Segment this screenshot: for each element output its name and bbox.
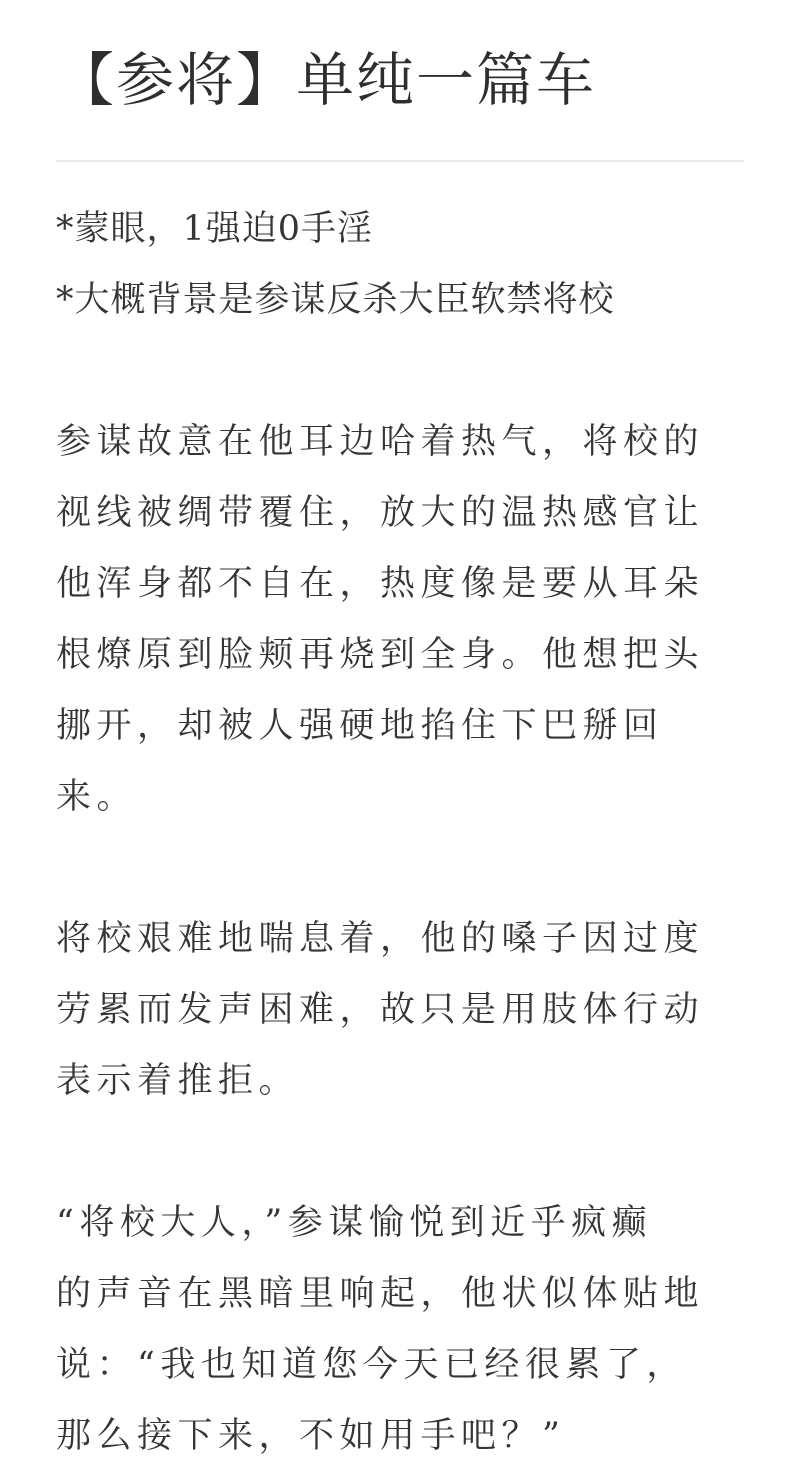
paragraph — [56, 904, 716, 1117]
title-divider — [56, 160, 744, 162]
paragraph-gap — [56, 833, 716, 904]
paragraph-line: 视线被绸带覆住，放大的温热感官让 — [56, 493, 705, 533]
paragraph-line: 那么接下来，不如用手吧？” — [56, 1416, 566, 1456]
paragraph — [56, 1188, 716, 1472]
paragraph-line: “将校大人，”参谋愉悦到近乎疯癫 — [56, 1203, 653, 1243]
paragraph-line: 参谋故意在他耳边哈着热气，将校的 — [56, 422, 705, 462]
paragraph-line: 劳累而发声困难，故只是用肢体行动 — [56, 990, 705, 1030]
note-line: *大概背景是参谋反杀大臣软禁将校 — [56, 280, 615, 320]
article-title: 【参将】单纯一篇车 — [56, 46, 597, 114]
article-body — [56, 194, 716, 1472]
paragraph-line: 来。 — [56, 777, 138, 817]
paragraph-line: 表示着推拒。 — [56, 1061, 300, 1101]
paragraph-gap — [56, 1117, 716, 1188]
paragraph — [56, 407, 716, 833]
paragraph-gap — [56, 336, 716, 407]
note-line: *蒙眼，1强迫0手淫 — [56, 209, 374, 249]
paragraph-line: 将校艰难地喘息着，他的嗓子因过度 — [56, 919, 705, 959]
paragraph-line: 他浑身都不自在，热度像是要从耳朵 — [56, 564, 705, 604]
paragraph-line: 的声音在黑暗里响起，他状似体贴地 — [56, 1274, 705, 1314]
paragraph-line: 说：“我也知道您今天已经很累了， — [56, 1345, 687, 1385]
paragraph-line: 挪开，却被人强硬地掐住下巴掰回 — [56, 706, 664, 746]
paragraph-line: 根燎原到脸颊再烧到全身。他想把头 — [56, 635, 705, 675]
